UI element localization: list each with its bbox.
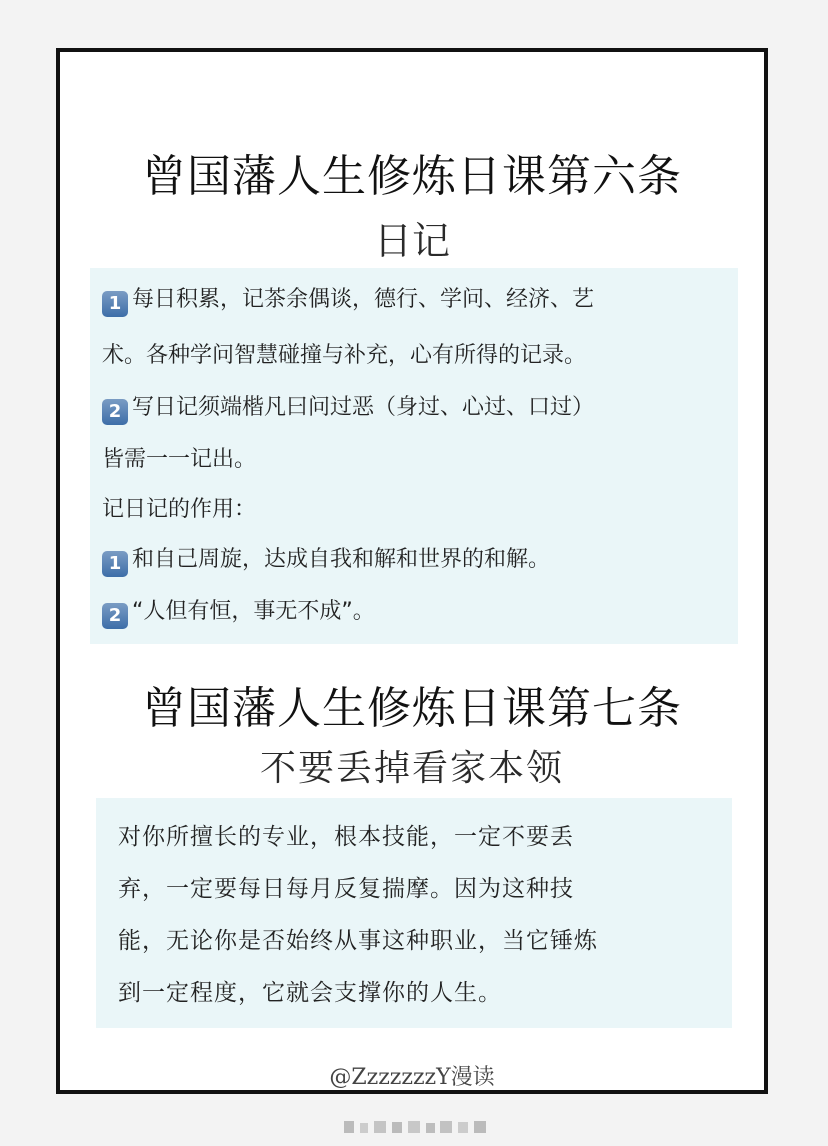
section1-subtitle: 日记 — [373, 219, 450, 263]
section2-panel — [96, 798, 732, 1028]
number-badge-icon: 2 — [102, 399, 128, 425]
list-item — [102, 442, 256, 473]
number-badge-icon: 1 — [102, 291, 128, 317]
list-item — [102, 492, 256, 523]
section2-title: 曾国藩人生修炼日课第七条 — [142, 683, 682, 734]
paragraph-line: 能，无论你是否始终从事这种职业，当它锤炼 — [118, 928, 598, 954]
list-item-text: 记日记的作用： — [102, 497, 257, 522]
blurred-watermark-icon — [344, 1118, 494, 1136]
paragraph-line: 对你所擅长的专业，根本技能，一定不要丢 — [118, 824, 574, 850]
list-item-text: 和自己周旋，达成自我和解和世界的和解。 — [132, 547, 551, 572]
list-item — [102, 594, 375, 629]
list-item-text: 写日记须端楷凡曰问过恶（身过、心过、口过） — [132, 395, 595, 420]
number-badge-icon: 1 — [102, 551, 128, 577]
section1-title: 曾国藩人生修炼日课第六条 — [142, 151, 682, 202]
list-item — [102, 282, 594, 317]
section2-subtitle: 不要丢掉看家本领 — [259, 748, 564, 789]
list-item-text: “人但有恒，事无不成”。 — [132, 599, 375, 624]
list-item — [102, 542, 550, 577]
number-badge-icon: 2 — [102, 603, 128, 629]
list-item-text: 皆需一一记出。 — [102, 447, 257, 472]
list-item-text: 每日积累，记茶余偶谈，德行、学问、经济、艺 — [132, 287, 595, 312]
list-item-text: 术。各种学问智慧碰撞与补充，心有所得的记录。 — [102, 343, 587, 368]
section1-panel — [90, 268, 738, 644]
list-item — [102, 390, 594, 425]
article-card — [56, 48, 768, 1094]
paragraph-line: 到一定程度，它就会支撑你的人生。 — [118, 980, 502, 1006]
paragraph-line: 弃，一定要每日每月反复揣摩。因为这种技 — [118, 876, 574, 902]
list-item — [102, 338, 586, 369]
author-watermark: @ZzzzzzzY漫读 — [329, 1065, 495, 1090]
